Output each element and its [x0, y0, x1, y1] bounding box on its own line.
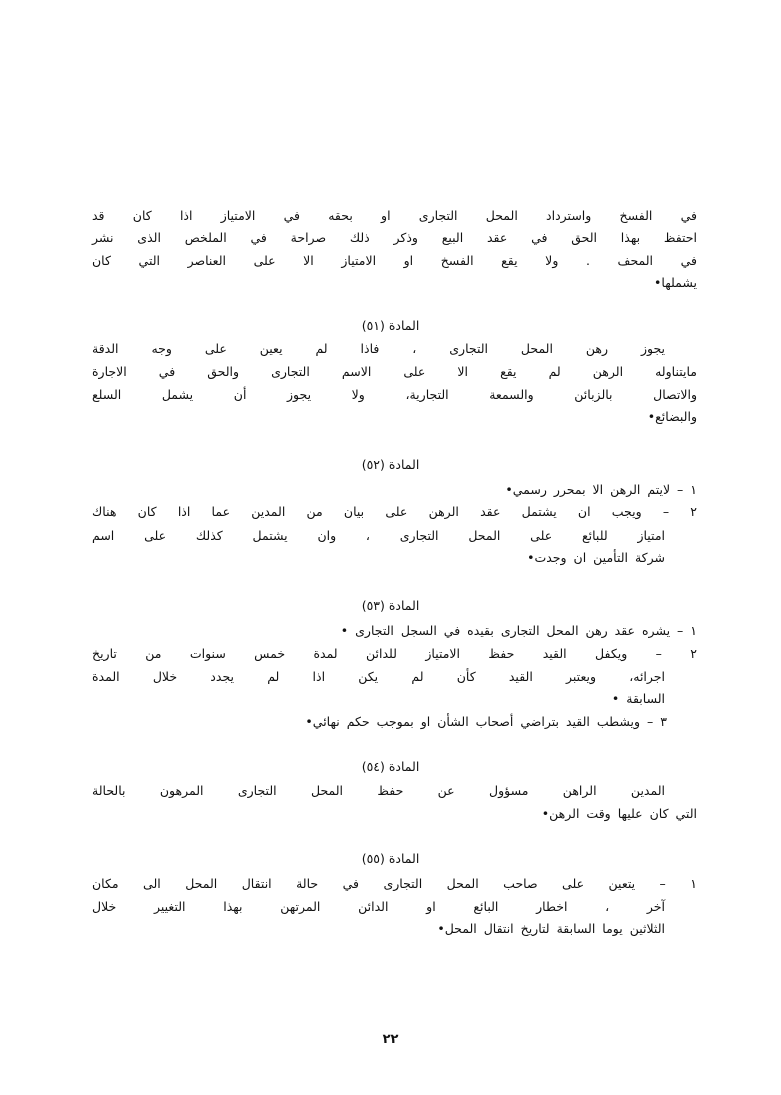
article-heading: المادة (٥٥) — [361, 851, 420, 866]
list-item: ١ – يتعين على صاحب المحل التجارى في حالة انتقال المحل الى مكان — [92, 876, 697, 891]
text-line: امتياز للبائع على المحل التجارى ، وان يشتمل كذلك على اسم — [92, 528, 665, 543]
article-heading: المادة (٥١) — [361, 318, 420, 333]
article-heading: المادة (٥٤) — [361, 759, 420, 774]
text-line: السابقة • — [611, 691, 665, 706]
list-item: ٣ – ويشطب القيد بتراضي أصحاب الشأن او بموجب حكم نهائي• — [305, 714, 667, 729]
article-heading: المادة (٥٢) — [361, 457, 420, 472]
list-item: ٢ – ويكفل القيد حفظ الامتياز للدائن لمدة خمس سنوات من تاريخ — [92, 646, 697, 661]
text-line: آخر ، اخطار البائع او الدائن المرتهن بهذا التغيير خلال — [92, 899, 665, 914]
article-heading: المادة (٥٣) — [361, 598, 420, 613]
text-line: المدين الراهن مسؤول عن حفظ المحل التجارى المرهون بالحالة — [92, 783, 665, 798]
text-line: يجوز رهن المحل التجارى ، فاذا لم يعين على وجه الدقة — [92, 341, 665, 356]
list-item: ٢ – ويجب ان يشتمل عقد الرهن على بيان من المدين عما اذا كان هناك — [92, 504, 697, 519]
text-line: يشملها• — [654, 275, 697, 290]
text-line: والاتصال بالزبائن والسمعة التجارية، ولا يجوز أن يشمل السلع — [92, 387, 697, 402]
list-item: ١ – لايتم الرهن الا بمحرر رسمي• — [505, 482, 697, 497]
text-line: احتفظ بهذا الحق في عقد البيع وذكر ذلك صراحة في الملخص الذى نشر — [92, 230, 697, 245]
text-line: مايتناوله الرهن لم يقع الا على الاسم التجارى والحق في الاجارة — [92, 364, 697, 379]
page-number: ٢٢ — [382, 1032, 399, 1047]
text-line: شركة التأمين ان وجدت• — [527, 550, 665, 565]
text-line: في المحف . ولا يقع الفسخ او الامتياز الا على العناصر التي كان — [92, 253, 697, 268]
list-item: ١ – يشره عقد رهن المحل التجارى بقيده في السجل التجارى • — [340, 623, 697, 638]
text-line: اجرائه، ويعتبر القيد كأن لم يكن اذا لم يجدد خلال المدة — [92, 669, 665, 684]
text-line: التي كان عليها وقت الرهن• — [541, 806, 697, 821]
text-line: الثلاثين يوما السابقة لتاريخ انتقال المحل• — [437, 921, 665, 936]
text-line: والبضائع• — [647, 409, 697, 424]
text-line: في الفسخ واسترداد المحل التجارى او بحقه في الامتياز اذا كان قد — [92, 208, 697, 223]
